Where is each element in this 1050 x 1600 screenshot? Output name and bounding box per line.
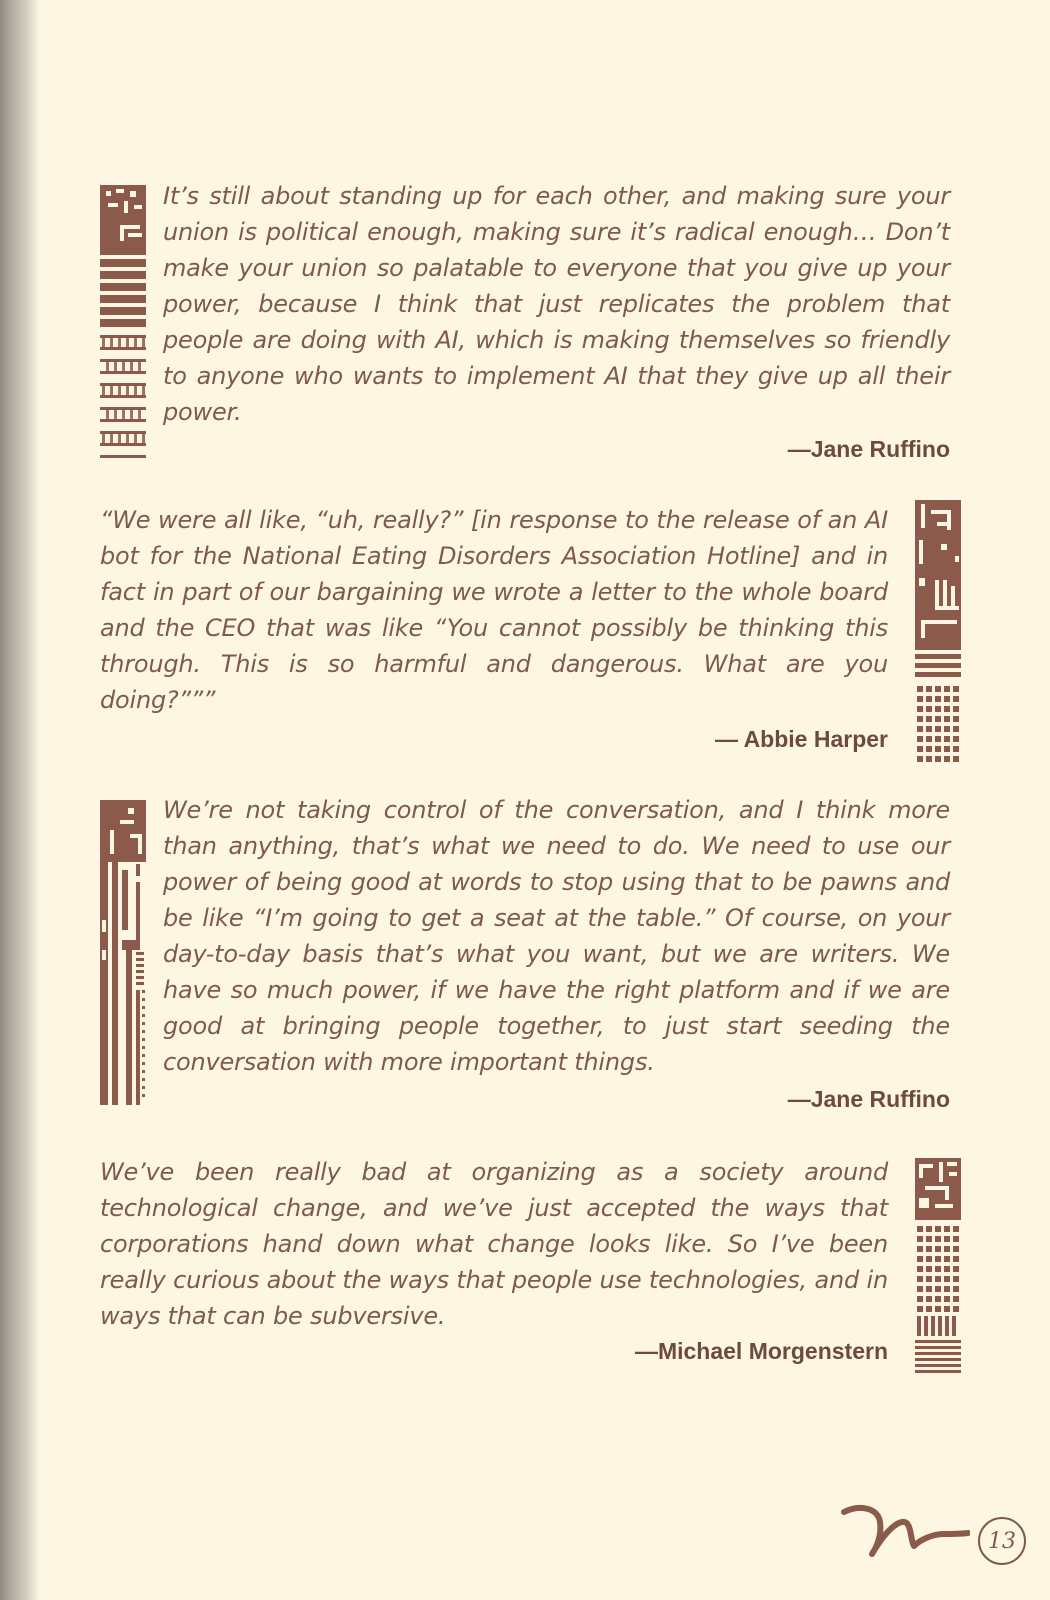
quote-author: —Jane Ruffino bbox=[787, 436, 950, 462]
circuit-strip-icon bbox=[915, 1158, 961, 1378]
quote-text: It’s still about standing up for each other, and making sure your union is political enough, making sure it’s radical enough… Don’t make your union so palatable to everyone that you give up your power, because I think that just replicates the problem that people are doing with AI, which is making themselves so friendly to anyone who wants to implement AI that they give up all their power. bbox=[163, 182, 950, 426]
page-number: 13 bbox=[978, 1517, 1026, 1565]
quote-author: —Michael Morgenstern bbox=[634, 1338, 888, 1364]
quote-text: We’ve been really bad at organizing as a society around technological change, and we’ve just accepted the ways that corporations hand down what change looks like. So I’ve been really curious about the ways that people use technologies, and in ways that can be subversive. bbox=[100, 1158, 888, 1330]
circuit-strip-icon bbox=[100, 800, 146, 1105]
book-binding-shadow bbox=[0, 0, 40, 1600]
quote-text: “We were all like, “uh, really?” [in response to the release of an AI bot for the National Eating Disorders Association Hotline] and in fact in part of our bargaining we wrote a letter to the whole board and the CEO that was like “You cannot possibly be thinking this through. This is so harmful and dangerous. What are you doing?””” bbox=[100, 506, 888, 714]
quote-author: — Abbie Harper bbox=[715, 726, 888, 752]
quote-text: We’re not taking control of the conversation, and I think more than anything, that’s what we need to do. We need to use our power of being good at words to stop using that to be pawns and be like “I’m going to get a seat at the table.” Of course, on your day-to-day basis that’s what you want, but we are writers. We have so much power, if we have the right platform and if we are good at bringing people together, to just start seeding the conversation with more important things. bbox=[163, 796, 950, 1076]
circuit-strip-icon bbox=[100, 185, 146, 460]
circuit-strip-icon bbox=[915, 500, 961, 765]
quote-author: —Jane Ruffino bbox=[787, 1086, 950, 1112]
signature-mark-icon bbox=[840, 1500, 970, 1560]
